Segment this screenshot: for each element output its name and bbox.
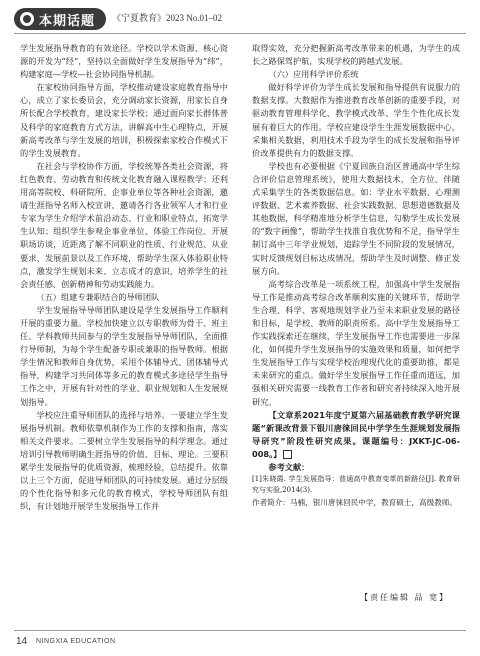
responsible-editor: 【责任编辑 品 宽】 bbox=[360, 593, 450, 602]
journal-issue: 《宁夏教育》2023 No.01–02 bbox=[112, 13, 222, 23]
paragraph: 学校应注重导师团队的选择与培养。一要建立学生发展指导机制。教师依靠机制作为工作的支撑和指南，落实相关文件要求。二要树立学生发展指导的科学理念。通过培训引导教师明确生涯指导的价值、目标、理论。三要积累学生发展指导的优质资源，梳理经验，总结提升。依靠以上三个方面，促进导师团队的可持续发展。通过分层级的个性化指导和多元化的教育模式，学校导师团队有组织，有计划地开展学生发展指导工作并 bbox=[20, 409, 228, 512]
section-title: 本期话题 bbox=[39, 13, 96, 29]
badge-circle-icon bbox=[20, 12, 34, 26]
end-mark-icon bbox=[283, 450, 292, 459]
paragraph: 学生发展指导导师团队建设是学生发展指导工作顺利开展的重要力量。学校加快建立以专职教师为骨干、班主任、学科教师共同参与的学生发展指导导师团队，全面推行导师制，为每个学生配备专职或兼职的指导教师。根据学生情况和教师自身优势，采用个体辅导式、团体辅导式指导，构建学习共同体等多元的教育模式多途径学生指导工作之中，开展有针对性的学业、职业规划和人生发展规划指导。 bbox=[20, 304, 228, 407]
paragraph: 高考综合改革是一项系统工程，加强高中学生发展指导工作是推动高考综合改革顺利实施的关键环节，帮助学生合理、科学、客观地规划学业乃至未来职业发展的路径和目标，是学校、教师的职责所系。高中学生发展指导工作实践探索还在继续，学生发展指导工作也需要进一步深化，如何提升学生发展指导的实施效果和质量，如何把学生发展指导工作与实现学校治理现代化的重要助推，都是未来研究的重点。做好学生发展指导工作任重而道远，加强相关研究需要一线教育工作者和研究者持续深入地开展研究。 bbox=[252, 278, 460, 407]
page-number: 14 bbox=[16, 636, 28, 647]
paragraph: 学生发展指导教育的有效途径。学校以学术资源、核心资源的开发为“经”，坚持以全面做好学生发展指导为“纬”，构建家庭—学校—社会协同指导机制。 bbox=[20, 43, 228, 80]
left-column bbox=[20, 42, 228, 602]
paragraph: 学校也有必要根据《宁夏回族自治区普通高中学生综合评价信息管理系统》，使用大数据技术，全方位、伴随式采集学生的各类数据信息。如：学业水平数据、心理测评数据、艺术素养数据、社会实践数据、思想道德数据及其他数据，科学精准地分析学生信息，勾勒学生成长发展的“数字画像”，帮助学生找准自我优势和不足，指导学生制订高中三年学业规划，追踪学生不同阶段的发展情况，实时反馈规划目标达成情况，帮助学生及时调整、修正发展方向。 bbox=[252, 160, 460, 276]
paragraph: 做好科学评价为学生成长发展和指导提供有说服力的数据支撑。大数据作为推进教育改革创新的重要手段，对驱动教育管理科学化、教学模式改革、学生个性化成长发展有着巨大的作用。学校应建设学生生涯发展数据中心，采集相关数据，利用技术手段为学生的成长发展和指导评价改革提供有力的数据支撑。 bbox=[252, 82, 460, 158]
paragraph: 取得实效，充分把握新高考改革带来的机遇，为学生的成长之路保驾护航，实现学校的跨越式发展。 bbox=[252, 43, 460, 67]
right-column bbox=[252, 42, 460, 602]
section-badge bbox=[14, 8, 106, 30]
header-divider bbox=[14, 33, 466, 34]
author-bio: 作者简介：马楠，银川唐徕回民中学，教育硕士，高级教师。 bbox=[252, 498, 458, 508]
page-footer bbox=[0, 628, 480, 656]
section-heading: （六）应用科学评价系统 bbox=[268, 69, 359, 80]
funding-note bbox=[252, 409, 460, 461]
footer-divider bbox=[14, 630, 466, 631]
funding-note-text: 【文章系2021年度宁夏第六届基础教育教学研究课题“新课改背景下银川唐徕回民中学学生生涯规划发展指导研究”阶段性研究成果。课题编号：JXKT-JC-06-008。】 bbox=[252, 409, 460, 459]
section-heading: （五）组建专兼职结合的导师团队 bbox=[36, 291, 160, 302]
paragraph: 在社会与学校协作方面，学校统筹各类社会资源，将红色教育、劳动教育和传统文化教育融入课程教学；还利用高等院校、科研院所、企事业单位等各种社会资源，邀请生涯指导名师入校宣讲，邀请各行各业领军人才和行业专家为学生介绍学术前沿动态、行业和职业特点，拓宽学生认知；组织学生参观企事业单位、体验工作岗位、开展职场访谈，近距离了解不同职业的性质、行业规范、从业要求、发展前景以及工作环境，帮助学生深入体验职业特点，激发学生规划未来、立志成才的意识，培养学生的社会责任感、创新精神和劳动实践能力。 bbox=[20, 160, 228, 289]
references-heading: 参考文献： bbox=[268, 462, 310, 472]
paragraph: 在家校协同指导方面，学校推动建设家庭教育指导中心，成立了家长委员会，充分调动家长资源，用家长自身所长配合学校教育，建设家长学校；通过面向家长群体普及科学的家庭教育方式方法，讲解高中生心理特点，开展新高考改革与学生发展的培训，积极探索家校合作模式下的学生发展教育。 bbox=[20, 82, 228, 158]
page-header bbox=[0, 0, 480, 38]
reference-item: [1]朱晓霞. 学生发展指导：普通高中教育变革的新路径[J]. 教育研究与实验,2014(3). bbox=[252, 475, 460, 495]
journal-name-en: NINGXIA EDUCATION bbox=[36, 638, 116, 645]
